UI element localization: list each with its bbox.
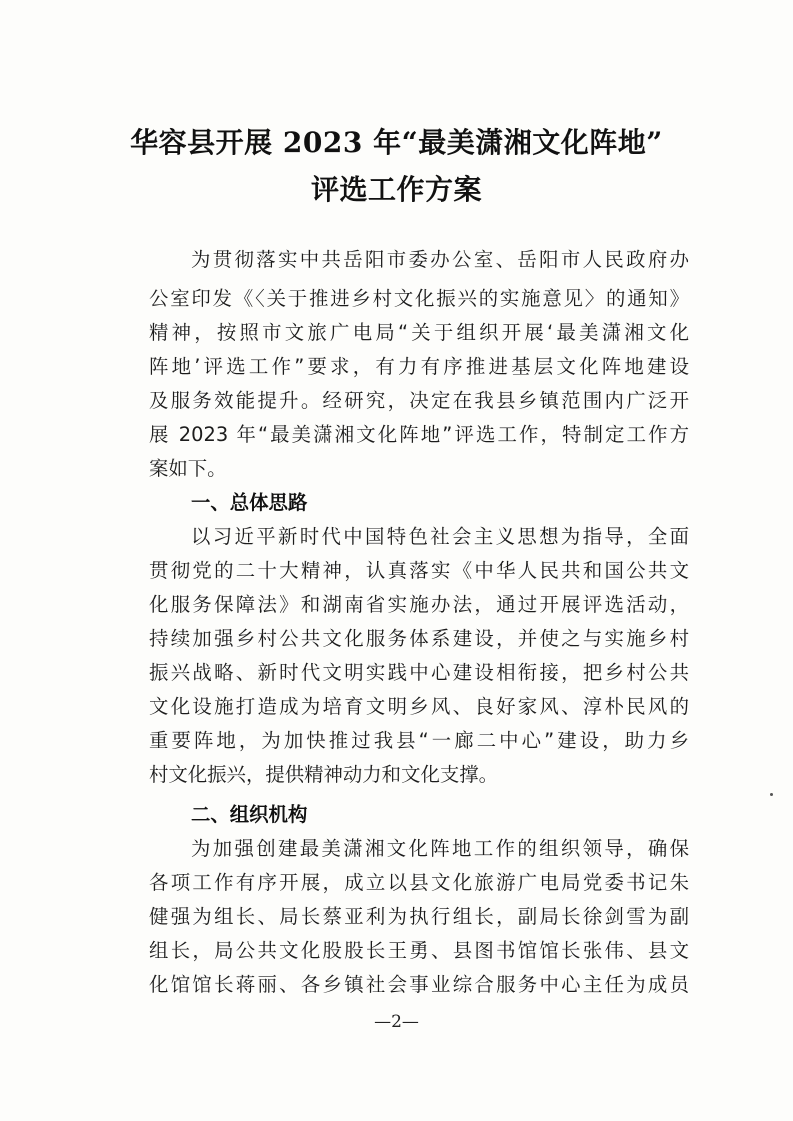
section-2-heading: 二、组织机构	[191, 803, 308, 826]
section-1-line: 持续加强乡村公共文化服务体系建设，并使之与实施乡村	[149, 627, 689, 650]
section-2-line: 为加强创建最美潇湘文化阵地工作的组织领导，确保	[191, 837, 689, 860]
intro-line: 及服务效能提升。经研究，决定在我县乡镇范围内广泛开	[149, 389, 689, 412]
section-2-line: 各项工作有序开展，成立以县文化旅游广电局党委书记朱	[149, 871, 689, 894]
intro-line: 展 2023 年“最美潇湘文化阵地”评选工作，特制定工作方	[149, 423, 689, 446]
section-1-line: 重要阵地，为加快推过我县“一廊二中心”建设，助力乡	[149, 729, 689, 752]
section-1-line: 化服务保障法》和湖南省实施办法，通过开展评选活动，	[149, 593, 689, 616]
intro-line: 阵地’评选工作”要求，有力有序推进基层文化阵地建设	[149, 355, 689, 378]
document-title-line-1: 华容县开展 2023 年“最美潇湘文化阵地”	[130, 126, 663, 159]
intro-line: 案如下。	[149, 457, 227, 480]
intro-line: 精神，按照市文旅广电局“关于组织开展‘最美潇湘文化	[149, 321, 689, 344]
section-1-heading: 一、总体思路	[191, 491, 308, 514]
section-2-line: 健强为组长、局长蔡亚利为执行组长，副局长徐剑雪为副	[149, 905, 689, 928]
page-number: —2—	[374, 1012, 419, 1032]
intro-line: 公室印发《〈关于推进乡村文化振兴的实施意见〉的通知》	[149, 287, 689, 310]
section-1-line: 文化设施打造成为培育文明乡风、良好家风、淳朴民风的	[149, 695, 689, 718]
section-2-line: 化馆馆长蒋丽、各乡镇社会事业综合服务中心主任为成员	[149, 973, 689, 996]
section-1-line: 以习近平新时代中国特色社会主义思想为指导，全面	[191, 525, 689, 548]
section-1-line: 振兴战略、新时代文明实践中心建设相衔接，把乡村公共	[149, 661, 689, 684]
section-1-line: 贯彻党的二十大精神，认真落实《中华人民共和国公共文	[149, 559, 689, 582]
section-1-line: 村文化振兴，提供精神动力和文化支撑。	[149, 763, 499, 786]
intro-line: 为贯彻落实中共岳阳市委办公室、岳阳市人民政府办	[191, 248, 689, 271]
scan-speck	[770, 793, 773, 796]
section-2-line: 组长，局公共文化股股长王勇、县图书馆馆长张伟、县文	[149, 939, 689, 962]
document-title-line-2: 评选工作方案	[310, 173, 482, 206]
